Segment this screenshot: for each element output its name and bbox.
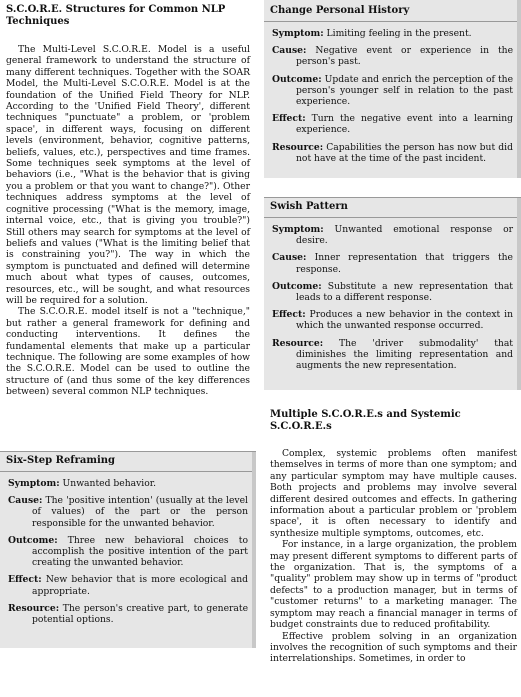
entry-text: Produces a new behavior in the context in which the unwanted response occurred. bbox=[296, 309, 513, 332]
change-history-effect bbox=[272, 113, 513, 135]
entry-label: Symptom: bbox=[272, 224, 324, 235]
multiple-scores-section bbox=[270, 409, 517, 665]
entry-text: Negative event or experience in the person's past. bbox=[296, 45, 514, 68]
multiple-title: Multiple S.C.O.R.E.s and Systemic S.C.O.R.E.s bbox=[270, 409, 461, 432]
entry-label: Effect: bbox=[272, 309, 306, 321]
entry-label: Outcome: bbox=[272, 73, 322, 85]
entry-text: Unwanted emotional response or desire. bbox=[296, 224, 513, 247]
intro-paragraph-1: The Multi-Level S.C.O.R.E. Model is a useful general framework to understand the structure of many different techniques. Together with the SOAR Model, the Multi-Level S.C.O.R.E. Model is at the foundation of the Unified Field Theory for NLP. According to the 'Unified Field Theory', different techniques "punctuate" a problem, or 'problem space', in different ways, focusing on different levels (environment, behavior, cognitive patterns, beliefs, values, etc.), perspectives and time frames. Some techniques seek symptoms at the level of behaviors (i.e., "What is the behavior that is giving you a problem or that you want to change?"). Other techniques address symptoms at the level of cognitive processing ("What is the memory, image, internal voice, etc., that is giving you trouble?") Still others may search for symptoms at the level of beliefs and values ("What is the limiting belief that is constraining you?"). The way in which the symptom is punctuated and defined will determine much about what types of causes, outcomes, resources, etc., will be sought, and what resources will be required for a solution. bbox=[6, 44, 250, 306]
six-step-resource bbox=[8, 603, 248, 625]
box-shadow bbox=[517, 198, 521, 390]
swish-title: Swish Pattern bbox=[270, 201, 348, 212]
title-divider bbox=[0, 471, 256, 472]
entry-text: Update and enrich the perception of the person's younger self in relation to the past experience. bbox=[296, 73, 514, 108]
swish-resource bbox=[272, 338, 513, 372]
entry-text: Limiting feeling in the present. bbox=[326, 28, 472, 39]
multiple-paragraph-3: Effective problem solving in an organization involves the recognition of such symptoms and their interrelationships. Sometimes, in order to bbox=[270, 630, 517, 665]
entry-label: Resource: bbox=[8, 602, 60, 614]
title-divider bbox=[264, 217, 521, 218]
entry-label: Symptom: bbox=[8, 478, 60, 489]
box-shadow bbox=[252, 452, 256, 648]
six-step-effect bbox=[8, 574, 248, 596]
six-step-reframing-box bbox=[0, 451, 256, 648]
entry-text: Turn the negative event into a learning experience. bbox=[296, 113, 513, 136]
entry-text: The person's creative part, to generate potential options. bbox=[32, 602, 249, 626]
entry-label: Cause: bbox=[8, 495, 43, 507]
entry-label: Outcome: bbox=[272, 280, 322, 292]
entry-text: Substitute a new representation that leads to a different response. bbox=[296, 280, 513, 304]
entry-text: The 'positive intention' (usually at the level of values) of the part or the person responsible for the unwanted behavior. bbox=[32, 495, 248, 529]
entry-text: New behavior that is more ecological and appropriate. bbox=[32, 574, 248, 597]
entry-label: Resource: bbox=[272, 337, 324, 349]
intro-title: S.C.O.R.E. Structures for Common NLP Techniques bbox=[6, 4, 226, 27]
box-shadow bbox=[517, 0, 521, 178]
entry-label: Effect: bbox=[272, 113, 306, 125]
entry-label: Symptom: bbox=[272, 28, 324, 39]
entry-text: Capabilities the person has now but did not have at the time of the past incident. bbox=[296, 141, 513, 164]
six-step-symptom bbox=[8, 478, 248, 489]
six-step-cause bbox=[8, 495, 248, 529]
entry-label: Outcome: bbox=[8, 534, 58, 546]
multiple-paragraph-1: Complex, systemic problems often manifest themselves in terms of more than one symptom; and any particular symptom may have multiple causes. Both projects and problems may involve several different desired outcomes and effects. In gathering information about a particular problem or 'problem space', it is often necessary to identify and synthesize multiple symptoms, outcomes, etc. bbox=[270, 448, 517, 539]
swish-symptom bbox=[272, 224, 513, 246]
entry-label: Resource: bbox=[272, 141, 324, 153]
swish-effect bbox=[272, 309, 513, 331]
intro-section bbox=[6, 4, 250, 398]
entry-label: Cause: bbox=[272, 252, 307, 264]
swish-cause bbox=[272, 252, 513, 274]
change-history-outcome bbox=[272, 74, 513, 108]
title-divider bbox=[264, 21, 521, 22]
entry-label: Cause: bbox=[272, 45, 307, 57]
entry-text: Three new behavioral choices to accomplish the positive intention of the part creating the unwanted behavior. bbox=[32, 534, 248, 569]
multiple-paragraph-2: For instance, in a large organization, the problem may present different symptoms to different parts of the organization. That is, the symptoms of a "quality" problem may show up in terms of "product defects" to a production manager, but in terms of "customer returns" to a marketing manager. The symptom may reach a financial manager in terms of budget constraints due to reduced profitability. bbox=[270, 539, 517, 631]
change-history-resource bbox=[272, 142, 513, 164]
six-step-outcome bbox=[8, 535, 248, 569]
change-history-symptom bbox=[272, 28, 513, 39]
entry-text: The 'driver submodality' that diminishes the limiting representation and augments the new representation. bbox=[296, 337, 513, 372]
entry-label: Effect: bbox=[8, 574, 42, 586]
swish-outcome bbox=[272, 281, 513, 303]
change-history-title: Change Personal History bbox=[270, 5, 410, 16]
change-history-cause bbox=[272, 45, 513, 67]
swish-pattern-box bbox=[264, 197, 521, 390]
entry-text: Unwanted behavior. bbox=[62, 478, 157, 489]
entry-text: Inner representation that triggers the response. bbox=[296, 252, 513, 275]
change-personal-history-box bbox=[264, 0, 521, 178]
intro-paragraph-2: The S.C.O.R.E. model itself is not a "technique," but rather a general framework for defining and conducting interventions. It defines the fundamental elements that make up a particular technique. The following are some examples of how the S.C.O.R.E. Model can be used to outline the structure of (and thus some of the key differences between) several common NLP techniques. bbox=[6, 306, 250, 398]
six-step-title: Six-Step Reframing bbox=[6, 455, 115, 466]
